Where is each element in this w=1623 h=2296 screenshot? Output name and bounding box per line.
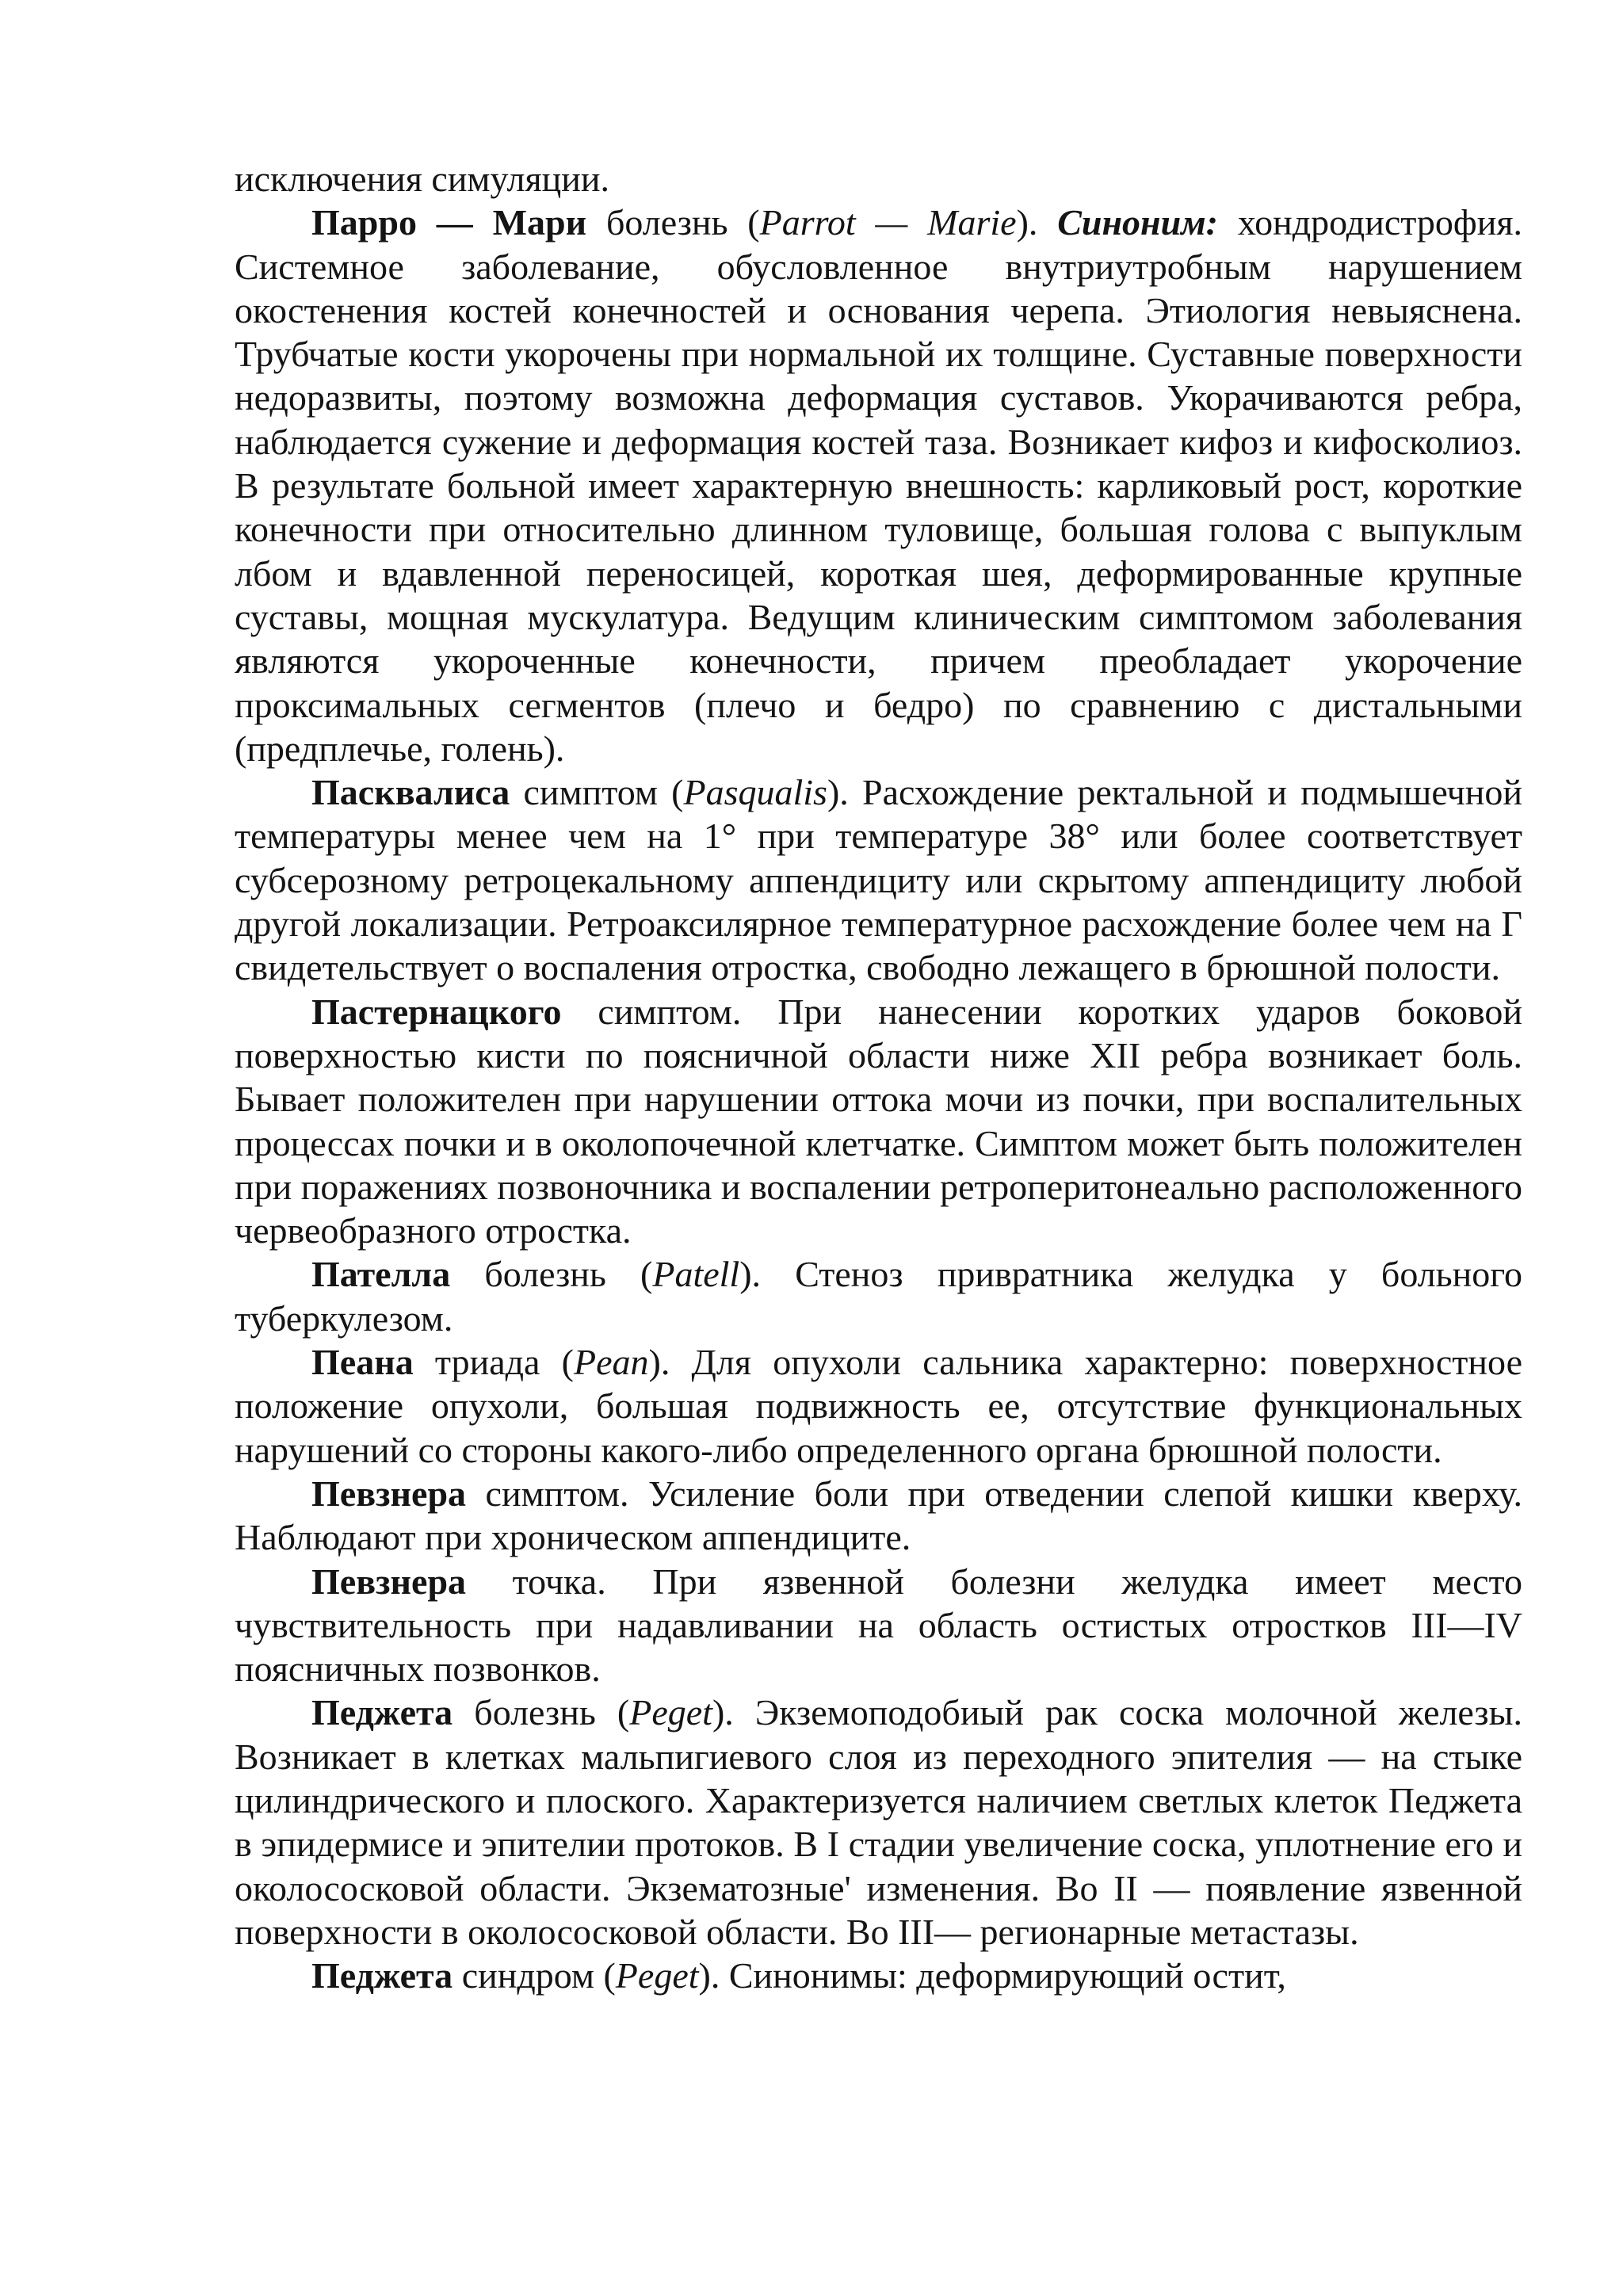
body-text: болезнь ( bbox=[450, 1254, 653, 1295]
entry-pean bbox=[235, 1340, 1522, 1472]
body-text: ). Для опухоли сальника характерно: поверхностное положение опухоли, большая подвижность ее, отсутствие функциональных нарушений со стороны какого-либо определенного органа брюшной полости. bbox=[235, 1342, 1522, 1470]
body-text: ). Экземоподобиый рак соска молочной железы. Возникает в клетках мальпигиевого слоя из переходного эпителия — на стыке цилиндрического и плоского. Характеризуется наличием светлых клеток Педжета в эпидермисе и эпителии протоков. В I стадии увеличение соска, уплотнение его и околососковой области. Экзематозные' изменения. Во II — появление язвенной поверхности в околососковой области. Во III— регионарные метастазы. bbox=[235, 1692, 1522, 1952]
document-page bbox=[235, 157, 1522, 1997]
entry-term: Парро — Мари bbox=[311, 202, 587, 243]
entry-paget-syndrome bbox=[235, 1954, 1522, 1997]
latin-name: Pean bbox=[573, 1342, 649, 1383]
body-text: ). Синонимы: деформирующий остит, bbox=[698, 1955, 1286, 1996]
paragraph-continuation bbox=[235, 157, 1522, 201]
entry-term: Педжета bbox=[311, 1955, 453, 1996]
body-text: симптом ( bbox=[510, 772, 684, 813]
entry-pasternatsky bbox=[235, 990, 1522, 1253]
body-text: болезнь ( bbox=[453, 1692, 630, 1733]
entry-term: Певзнера bbox=[311, 1561, 467, 1602]
body-text: ). Расхождение ректальной и подмышечной температуры менее чем на 1° при температуре 38° или более соответствует субсерозному ретроцекальному аппендициту или скрытому аппендициту любой другой локализации. Ретроаксилярное температурное расхождение более чем на Г свидетельствует о воспаления отростка, свободно лежащего в брюшной полости. bbox=[235, 772, 1522, 988]
body-text: точка. При язвенной болезни желудка имеет место чувствительность при надавливании на область остистых отростков III—IV поясничных позвонков. bbox=[235, 1561, 1522, 1690]
entry-term: Педжета bbox=[311, 1692, 453, 1733]
entry-term: Певзнера bbox=[311, 1473, 467, 1514]
latin-name: Peget bbox=[629, 1692, 712, 1733]
latin-name: Parrot — Marie bbox=[759, 202, 1017, 243]
body-text: симптом. Усиление боли при отведении слепой кишки кверху. Наблюдают при хроническом аппендиците. bbox=[235, 1473, 1522, 1558]
body-text: болезнь ( bbox=[586, 202, 760, 243]
latin-name: Peget bbox=[615, 1955, 699, 1996]
entry-term: Пеана bbox=[311, 1342, 414, 1383]
body-text: ). bbox=[1016, 202, 1058, 243]
body-text: синдром ( bbox=[453, 1955, 616, 1996]
body-text: ). Стеноз привратника желудка у больного туберкулезом. bbox=[235, 1254, 1522, 1339]
entry-pevzner-point bbox=[235, 1560, 1522, 1691]
body-text: симптом. При нанесении коротких ударов боковой поверхностью кисти по поясничной области ниже XII ребра возникает боль. Бывает положителен при нарушении оттока мочи из почки, при воспалительных процессах почки и в околопочечной клетчатке. Симптом может быть положителен при поражениях позвоночника и воспалении ретроперитонеально расположенного червеобразного отростка. bbox=[235, 991, 1522, 1251]
entry-term: Пателла bbox=[311, 1254, 451, 1295]
body-text: исключения симуляции. bbox=[235, 159, 609, 199]
body-text: триада ( bbox=[413, 1342, 574, 1383]
entry-parrot-marie bbox=[235, 201, 1522, 770]
latin-name: Patell bbox=[652, 1254, 740, 1295]
entry-paget-disease bbox=[235, 1690, 1522, 1954]
entry-pevzner-symptom bbox=[235, 1472, 1522, 1560]
body-text: хондродистрофия. Системное заболевание, обусловленное внутриутробным нарушением окостенения костей конечностей и основания черепа. Этиология невыяснена. Трубчатые кости укорочены при нормальной их толщине. Суставные поверхности недоразвиты, поэтому возможна деформация суставов. Укорачиваются ребра, наблюдается сужение и деформация костей таза. Возникает кифоз и кифосколиоз. В результате больной имеет характерную внешность: карликовый рост, короткие конечности при относительно длинном туловище, большая голова с выпуклым лбом и вдавленной переносицей, короткая шея, деформированные крупные суставы, мощная мускулатура. Ведущим клиническим симптомом заболевания являются укороченные конечности, причем преобладает укорочение проксимальных сегментов (плечо и бедро) по сравнению с дистальными (предплечье, голень). bbox=[235, 202, 1522, 769]
synonym-label: Синоним: bbox=[1057, 202, 1219, 243]
latin-name: Pasqualis bbox=[683, 772, 827, 813]
entry-term: Пастернацкого bbox=[311, 991, 562, 1032]
entry-term: Пасквалиса bbox=[311, 772, 510, 813]
entry-patell bbox=[235, 1252, 1522, 1340]
entry-pasqualis bbox=[235, 770, 1522, 989]
